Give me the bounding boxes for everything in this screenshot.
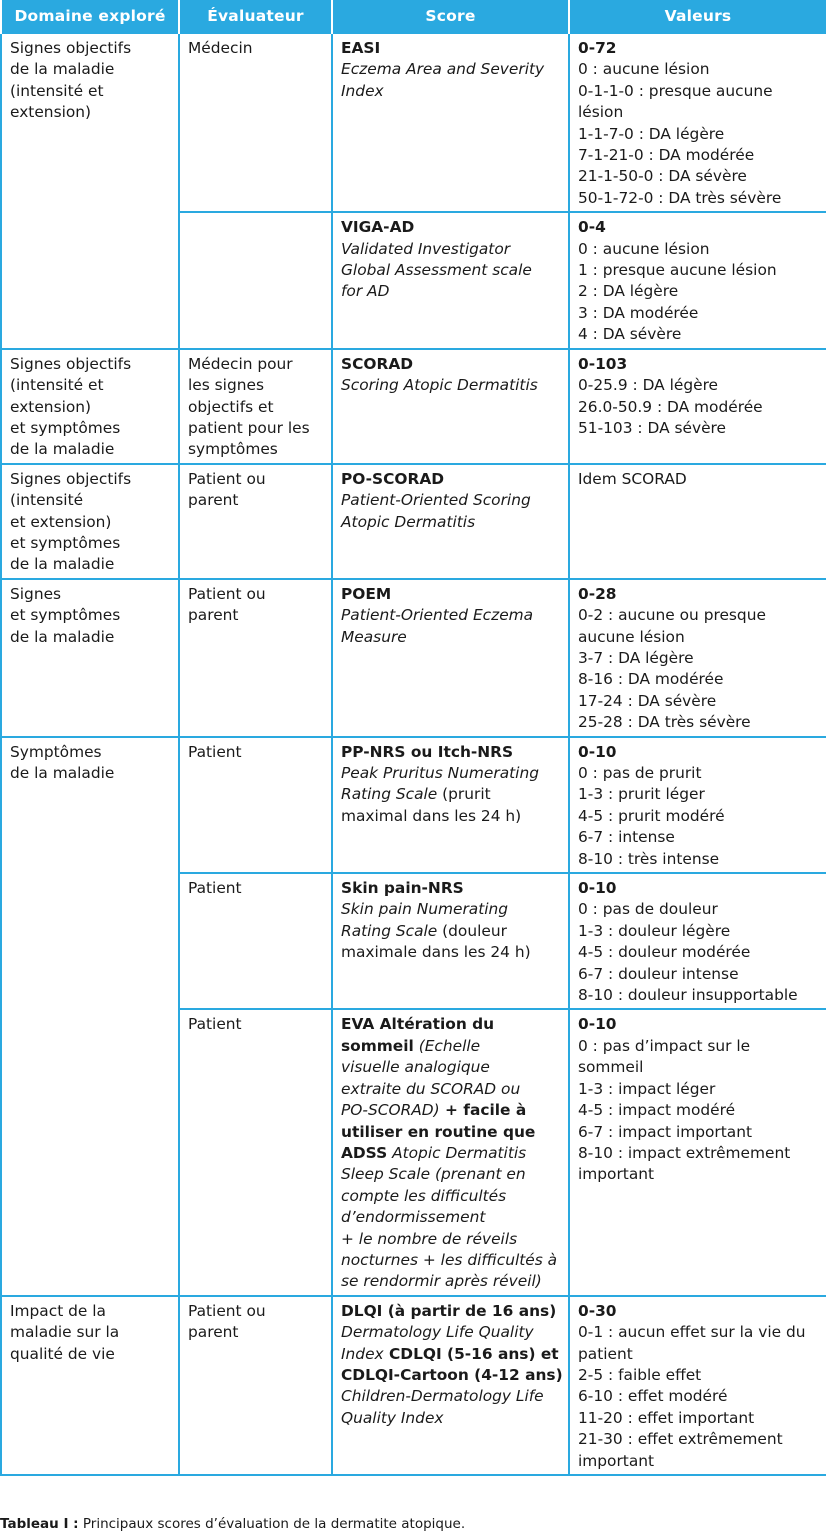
- score-line: [341, 1322, 562, 1343]
- domain-line: (intensité et: [10, 81, 104, 100]
- score-line: [341, 1122, 562, 1143]
- values-cell: [569, 579, 826, 737]
- domain-line: extension): [10, 103, 92, 122]
- evaluator-line: Patient ou: [188, 1301, 266, 1320]
- values-cell: [569, 1296, 826, 1475]
- score-line: [341, 1271, 562, 1292]
- score-line: [341, 1250, 562, 1271]
- value-line: 17-24 : DA sévère: [578, 691, 717, 710]
- score-description: Measure: [341, 627, 407, 646]
- score-text: Rating Scale: [341, 785, 438, 804]
- value-line: 6-10 : effet modéré: [578, 1387, 728, 1406]
- score-text: Quality Index: [341, 1408, 444, 1427]
- domain-line: Signes objectifs: [10, 469, 132, 488]
- domain-line: et symptômes: [10, 418, 121, 437]
- score-line: [341, 1100, 562, 1121]
- score-line: [341, 1365, 562, 1386]
- score-text: (prurit: [437, 785, 491, 804]
- score-text: + le nombre de réveils: [341, 1229, 518, 1248]
- score-cell: [332, 33, 569, 212]
- score-description: Index: [341, 81, 384, 100]
- score-line: [341, 921, 562, 942]
- value-range: 0-10: [578, 742, 617, 761]
- value-range: 0-4: [578, 218, 606, 237]
- domain-line: de la maladie: [10, 627, 115, 646]
- score-text: DLQI (à partir de 16 ans): [341, 1301, 557, 1320]
- domain-cell: [1, 464, 179, 579]
- score-cell: [332, 464, 569, 579]
- value-line: 3 : DA modérée: [578, 303, 699, 322]
- domain-line: Impact de la: [10, 1301, 106, 1320]
- value-line: 26.0-50.9 : DA modérée: [578, 397, 763, 416]
- score-text: d’endormissement: [341, 1208, 486, 1227]
- score-line: [341, 1301, 562, 1322]
- score-name: SCORAD: [341, 354, 414, 373]
- score-description: Scoring Atopic Dermatitis: [341, 376, 538, 395]
- value-line: aucune lésion: [578, 627, 685, 646]
- value-line: 0 : pas de douleur: [578, 900, 718, 919]
- value-line: 0-1-1-0 : presque aucune: [578, 81, 773, 100]
- score-line: [341, 763, 562, 784]
- value-line: 21-1-50-0 : DA sévère: [578, 167, 747, 186]
- score-cell: [332, 1009, 569, 1295]
- value-range: 0-72: [578, 39, 617, 57]
- evaluator-line: Médecin pour: [188, 354, 293, 373]
- evaluator-line: Patient: [188, 1015, 242, 1034]
- table-row: [1, 1296, 826, 1475]
- value-line: 0 : aucune lésion: [578, 239, 710, 258]
- domain-cell: [1, 1296, 179, 1475]
- domain-line: et extension): [10, 512, 112, 531]
- evaluator-line: parent: [188, 491, 239, 510]
- score-cell: [332, 873, 569, 1009]
- score-text: Atopic Dermatitis: [387, 1143, 527, 1162]
- evaluator-line: Patient ou: [188, 584, 266, 603]
- evaluator-line: Patient ou: [188, 469, 266, 488]
- score-text: Rating Scale: [341, 921, 438, 940]
- value-line: 1-3 : douleur légère: [578, 921, 731, 940]
- evaluator-cell: [179, 33, 332, 212]
- evaluator-cell: [179, 579, 332, 737]
- score-text: Skin pain Numerating: [341, 900, 509, 919]
- value-line: 8-10 : impact extrêmement: [578, 1143, 791, 1162]
- evaluator-cell: [179, 1296, 332, 1475]
- evaluator-cell: [179, 737, 332, 873]
- values-cell: [569, 1009, 826, 1295]
- header-values: Valeurs: [569, 0, 826, 33]
- caption-text: Principaux scores d’évaluation de la dermatite atopique.: [78, 1516, 466, 1532]
- value-line: 0-2 : aucune ou presque: [578, 606, 766, 625]
- evaluator-line: objectifs et: [188, 397, 274, 416]
- score-line: [341, 1386, 562, 1407]
- evaluator-cell: [179, 464, 332, 579]
- values-cell: [569, 33, 826, 212]
- score-text: (Echelle: [413, 1036, 481, 1055]
- score-text: Sleep Scale (prenant en: [341, 1165, 526, 1184]
- table-row: [1, 737, 826, 873]
- evaluator-line: Patient: [188, 879, 242, 898]
- score-line: [341, 1207, 562, 1228]
- evaluator-cell: [179, 212, 332, 348]
- value-line: sommeil: [578, 1058, 644, 1077]
- score-description: Atopic Dermatitis: [341, 512, 476, 531]
- score-cell: [332, 737, 569, 873]
- score-description: Global Assessment scale: [341, 261, 532, 280]
- value-line: 50-1-72-0 : DA très sévère: [578, 188, 782, 207]
- domain-line: et symptômes: [10, 606, 121, 625]
- score-text: + facile à: [439, 1101, 527, 1120]
- value-line: 25-28 : DA très sévère: [578, 713, 751, 732]
- domain-line: Signes: [10, 584, 62, 603]
- score-text: compte les difficultés: [341, 1186, 507, 1205]
- score-text: Children-Dermatology Life: [341, 1387, 544, 1406]
- evaluator-line: parent: [188, 1323, 239, 1342]
- score-text: utiliser en routine que: [341, 1122, 536, 1141]
- score-text: Dermatology Life Quality: [341, 1323, 534, 1342]
- score-line: [341, 1186, 562, 1207]
- evaluator-cell: [179, 873, 332, 1009]
- values-cell: [569, 349, 826, 464]
- score-text: CDLQI (5-16 ans) et: [383, 1344, 559, 1363]
- domain-line: de la maladie: [10, 440, 115, 459]
- value-line: 8-10 : douleur insupportable: [578, 986, 798, 1005]
- score-line: [341, 899, 562, 920]
- score-cell: [332, 349, 569, 464]
- value-line: 3-7 : DA légère: [578, 648, 694, 667]
- score-line: [341, 806, 562, 827]
- score-text: (douleur: [437, 921, 507, 940]
- domain-line: extension): [10, 397, 92, 416]
- value-line: 4-5 : impact modéré: [578, 1101, 736, 1120]
- value-range: 0-28: [578, 584, 617, 603]
- score-cell: [332, 1296, 569, 1475]
- score-text: extraite du SCORAD ou: [341, 1079, 521, 1098]
- caption-label: Tableau I :: [0, 1516, 79, 1532]
- domain-line: Signes objectifs: [10, 354, 132, 373]
- table-caption: [0, 1516, 465, 1532]
- score-text: EVA Altération du: [341, 1015, 495, 1034]
- value-line: 4-5 : prurit modéré: [578, 806, 725, 825]
- domain-line: Signes objectifs: [10, 39, 132, 57]
- domain-line: et symptômes: [10, 533, 121, 552]
- values-cell: [569, 737, 826, 873]
- value-line: 0-1 : aucun effet sur la vie du: [578, 1323, 806, 1342]
- score-cell: [332, 579, 569, 737]
- value-line: 6-7 : impact important: [578, 1122, 753, 1141]
- domain-cell: [1, 579, 179, 737]
- value-line: 8-16 : DA modérée: [578, 670, 724, 689]
- value-line: 1-1-7-0 : DA légère: [578, 124, 725, 143]
- value-line: 7-1-21-0 : DA modérée: [578, 146, 755, 165]
- evaluator-line: patient pour les: [188, 418, 310, 437]
- evaluator-line: parent: [188, 606, 239, 625]
- table-row: [1, 579, 826, 737]
- value-line: 1-3 : prurit léger: [578, 785, 705, 804]
- values-cell: [569, 212, 826, 348]
- score-text: visuelle analogique: [341, 1058, 490, 1077]
- score-description: Eczema Area and Severity: [341, 60, 545, 79]
- table-row: [1, 464, 826, 579]
- score-name: PO-SCORAD: [341, 469, 445, 488]
- value-range: 0-103: [578, 354, 628, 373]
- table-row: [1, 33, 826, 212]
- value-range: 0-10: [578, 879, 617, 898]
- table-body: [1, 33, 826, 1475]
- value-line: 0 : pas de prurit: [578, 764, 702, 782]
- value-line: 4 : DA sévère: [578, 325, 682, 344]
- value-line: 2 : DA légère: [578, 282, 679, 301]
- value-range: 0-30: [578, 1301, 617, 1320]
- score-line: [341, 1344, 562, 1365]
- values-cell: [569, 873, 826, 1009]
- domain-line: maladie sur la: [10, 1323, 120, 1342]
- score-name: Skin pain-NRS: [341, 879, 464, 898]
- domain-line: de la maladie: [10, 764, 115, 782]
- score-description: Patient-Oriented Eczema: [341, 606, 534, 625]
- score-description: Validated Investigator: [341, 239, 511, 258]
- score-description: for AD: [341, 282, 390, 301]
- score-line: [341, 1408, 562, 1429]
- value-line: 21-30 : effet extrêmement: [578, 1430, 783, 1449]
- score-name: VIGA-AD: [341, 218, 415, 237]
- value-line: 6-7 : douleur intense: [578, 964, 739, 983]
- header-domain: Domaine exploré: [1, 0, 179, 33]
- values-cell: [569, 464, 826, 579]
- value-line: patient: [578, 1344, 633, 1363]
- value-line: 1 : presque aucune lésion: [578, 261, 777, 280]
- score-text: se rendormir après réveil): [341, 1272, 542, 1291]
- score-text: PO-SCORAD): [341, 1101, 440, 1120]
- value-line: 2-5 : faible effet: [578, 1365, 702, 1384]
- value-line: 0 : pas d’impact sur le: [578, 1036, 751, 1055]
- domain-line: Symptômes: [10, 742, 102, 761]
- score-cell: [332, 212, 569, 348]
- value-line: 51-103 : DA sévère: [578, 418, 727, 437]
- value-range: 0-10: [578, 1015, 617, 1034]
- evaluator-line: Patient: [188, 742, 242, 761]
- domain-cell: [1, 737, 179, 1296]
- value-line: Idem SCORAD: [578, 469, 687, 488]
- evaluator-line: symptômes: [188, 440, 278, 459]
- value-line: 6-7 : intense: [578, 828, 675, 847]
- score-text: nocturnes + les difficultés à: [341, 1250, 558, 1269]
- value-line: 11-20 : effet important: [578, 1408, 755, 1427]
- value-line: 4-5 : douleur modérée: [578, 943, 751, 962]
- score-description: Patient-Oriented Scoring: [341, 491, 531, 510]
- score-line: [341, 1014, 562, 1035]
- score-text: CDLQI-Cartoon (4-12 ans): [341, 1365, 563, 1384]
- score-text: Peak Pruritus Numerating: [341, 764, 539, 782]
- value-line: 0 : aucune lésion: [578, 60, 710, 79]
- value-line: 1-3 : impact léger: [578, 1079, 716, 1098]
- domain-line: qualité de vie: [10, 1344, 115, 1363]
- score-text: Index: [341, 1344, 384, 1363]
- evaluator-cell: [179, 1009, 332, 1295]
- evaluator-cell: [179, 349, 332, 464]
- score-name: EASI: [341, 39, 381, 57]
- score-line: [341, 1057, 562, 1078]
- table-row: [1, 349, 826, 464]
- value-line: 0-25.9 : DA légère: [578, 376, 719, 395]
- score-line: [341, 1143, 562, 1164]
- header-score: Score: [332, 0, 569, 33]
- score-line: [341, 942, 562, 963]
- domain-cell: [1, 33, 179, 349]
- header-evaluator: Évaluateur: [179, 0, 332, 33]
- evaluator-line: Médecin: [188, 39, 253, 57]
- table-header-row: [1, 0, 826, 33]
- domain-line: (intensité: [10, 491, 84, 510]
- score-line: [341, 1036, 562, 1057]
- score-text: ADSS: [341, 1143, 388, 1162]
- score-text: maximale dans les 24 h): [341, 943, 531, 962]
- evaluator-line: les signes: [188, 376, 264, 395]
- score-line: [341, 1079, 562, 1100]
- value-line: important: [578, 1165, 655, 1184]
- score-text: sommeil: [341, 1036, 414, 1055]
- score-line: [341, 784, 562, 805]
- score-name: PP-NRS ou Itch-NRS: [341, 742, 514, 761]
- domain-line: (intensité et: [10, 376, 104, 395]
- domain-line: de la maladie: [10, 555, 115, 574]
- score-text: maximal dans les 24 h): [341, 806, 522, 825]
- value-line: 8-10 : très intense: [578, 849, 720, 868]
- value-line: lésion: [578, 103, 624, 122]
- score-name: POEM: [341, 584, 392, 603]
- domain-line: de la maladie: [10, 60, 115, 79]
- domain-cell: [1, 349, 179, 464]
- value-line: important: [578, 1451, 655, 1470]
- score-line: [341, 1229, 562, 1250]
- score-line: [341, 1164, 562, 1185]
